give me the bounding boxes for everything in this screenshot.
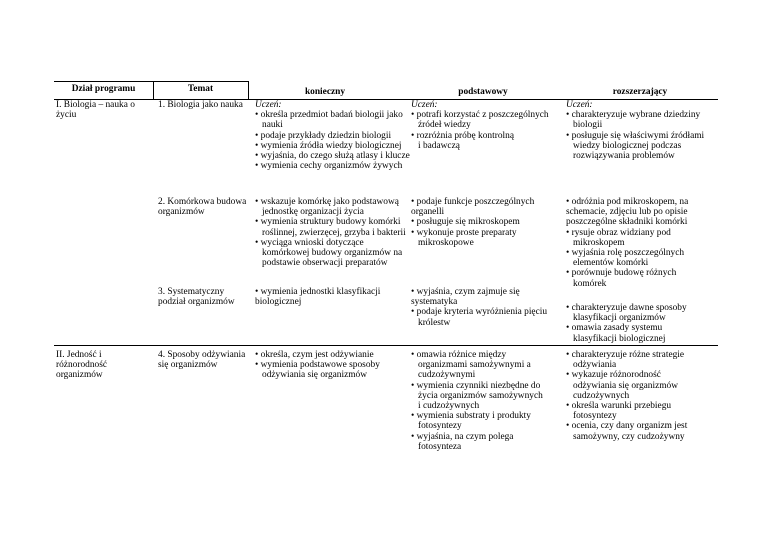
header-rozszerzajacy: rozszerzający xyxy=(612,87,668,97)
cell-line: wiedzy biologicznej podczas xyxy=(573,140,682,151)
cell-dzial-row-4 xyxy=(56,350,107,381)
cell-line: organizmów xyxy=(158,207,205,218)
cell-line: • wymienia czynniki niezbędne do xyxy=(411,380,541,391)
cell-line: 1. Biologia jako nauka xyxy=(158,100,243,110)
cell-line: samożywny, czy cudzożywny xyxy=(573,431,685,442)
cell-line: źródeł wiedzy xyxy=(418,120,471,131)
header-podstawowy: podstawowy xyxy=(458,87,508,97)
cell-line: • wymienia substraty i produkty xyxy=(411,411,531,422)
cell-line: podstawie obserwacji preparatów xyxy=(262,258,388,269)
cell-line: podział organizmów xyxy=(158,297,235,308)
cell-line: 4. Sposoby odżywiania xyxy=(158,350,246,360)
cell-line: I. Biologia – nauka o xyxy=(56,100,135,110)
cell-line: • wymienia cechy organizmów żywych xyxy=(255,161,403,172)
cell-podstawowy-row-3 xyxy=(411,287,547,328)
cell-line: 2. Komórkowa budowa xyxy=(158,197,247,207)
cell-line: • wskazuje komórkę jako podstawową xyxy=(255,197,399,207)
cell-line: życia organizmów samożywnych xyxy=(418,390,543,401)
cell-konieczny-row-4 xyxy=(255,350,380,381)
cell-line: • posługuje się właściwymi źródłami xyxy=(566,130,705,141)
cell-line: komórkowej budowy organizmów na xyxy=(262,248,403,259)
header-dzial-programu: Dział programu xyxy=(71,84,136,94)
cell-temat-row-3 xyxy=(158,287,235,307)
cell-line: • podaje kryteria wyróżnienia pięciu xyxy=(411,307,548,318)
cell-line: i badawczą xyxy=(418,140,460,151)
cell-line: • podaje przykłady dziedzin biologii xyxy=(255,130,392,141)
cell-line: się organizmów xyxy=(158,360,218,371)
cell-line: klasyfikacji organizmów xyxy=(573,313,666,324)
cell-line: jednostkę organizacji życia xyxy=(262,207,364,218)
cell-line: rozwiązywania problemów xyxy=(573,151,675,162)
cell-line: i cudzożywnych xyxy=(418,401,480,412)
cell-line: • wymienia źródła wiedzy biologicznej xyxy=(255,140,402,151)
cell-line: • wymienia jednostki klasyfikacji xyxy=(255,287,381,297)
cell-line: • charakteryzuje wybrane dziedziny xyxy=(566,110,701,121)
cell-line: organizmami samożywnymi a xyxy=(418,360,531,371)
cell-line: fotosyntezy xyxy=(573,411,617,422)
cell-line: • rysuje obraz widziany pod xyxy=(566,227,671,238)
cell-line: • podaje funkcje poszczególnych xyxy=(411,197,535,207)
cell-line: roślinnej, zwierzęcej, grzyba i bakterii xyxy=(262,227,406,238)
cell-line: • potrafi korzystać z poszczególnych xyxy=(411,110,549,121)
cell-line: odżywiania xyxy=(573,360,617,371)
cell-dzial-row-1 xyxy=(56,100,135,120)
cell-line: nauki xyxy=(262,120,283,131)
cell-line: • wyciąga wnioski dotyczące xyxy=(255,237,364,248)
cell-line: życiu xyxy=(56,110,77,121)
cell-line: • wyjaśnia rolę poszczególnych xyxy=(566,248,685,259)
cell-line: Uczeń: xyxy=(255,100,282,110)
cell-rozszerzajacy-row-3 xyxy=(566,303,687,344)
cell-line: • charakteryzuje dawne sposoby xyxy=(566,303,687,313)
cell-line: • wyjaśnia, do czego służą atlasy i klucze xyxy=(255,151,410,162)
cell-konieczny-row-2 xyxy=(255,197,406,268)
cell-line: cudzożywnymi xyxy=(418,370,476,381)
cell-line: • odróżnia pod mikroskopem, na xyxy=(566,197,689,207)
cell-line: organelli xyxy=(411,207,445,218)
cell-line: Uczeń: xyxy=(566,100,593,110)
cell-line: • określa przedmiot badań biologii jako xyxy=(255,110,403,121)
cell-line: mikroskopowe xyxy=(418,237,474,248)
cell-line: biologii xyxy=(573,120,603,131)
header-konieczny: konieczny xyxy=(304,87,346,97)
cell-line: • określa, czym jest odżywianie xyxy=(255,350,374,360)
cell-line: odżywiania się organizmów xyxy=(262,370,368,381)
cell-line: • porównuje budowę różnych xyxy=(566,268,677,279)
cell-line: poszczególne składniki komórki xyxy=(566,217,688,228)
cell-podstawowy-row-1 xyxy=(411,100,549,151)
cell-podstawowy-row-4 xyxy=(411,350,543,452)
cell-line: fotosynteza xyxy=(418,441,462,452)
table-top-border xyxy=(54,81,248,82)
cell-line: • rozróżnia próbę kontrolną xyxy=(411,130,514,141)
cell-temat-row-1 xyxy=(158,100,243,110)
cell-line: komórek xyxy=(573,278,607,289)
cell-line: • omawia zasady systemu xyxy=(566,323,663,334)
cell-konieczny-row-1 xyxy=(255,100,410,171)
cell-line: biologicznej xyxy=(255,297,302,308)
cell-line: 3. Systematyczny xyxy=(158,287,225,297)
cell-line: fotosyntezy xyxy=(418,421,462,432)
cell-line: • wymienia podstawowe sposoby xyxy=(255,360,380,371)
cell-line: • posługuje się mikroskopem xyxy=(411,217,520,228)
cell-konieczny-row-3 xyxy=(255,287,380,307)
cell-line: klasyfikacji biologicznej xyxy=(573,333,666,344)
cell-line: systematyka xyxy=(411,297,458,308)
cell-line: różnorodność xyxy=(56,360,108,371)
cell-line: organizmów xyxy=(56,370,103,381)
cell-line: • wyjaśnia, czym zajmuje się xyxy=(411,287,520,297)
cell-podstawowy-row-2 xyxy=(411,197,534,248)
header-temat: Temat xyxy=(187,84,214,94)
cell-line: • omawia różnice między xyxy=(411,350,507,360)
cell-rozszerzajacy-row-4 xyxy=(566,350,687,442)
cell-line: Uczeń: xyxy=(411,100,438,110)
cell-rozszerzajacy-row-1 xyxy=(566,100,704,161)
cell-line: • wykazuje różnorodność xyxy=(566,370,661,381)
cell-line: • wyjaśnia, na czym polega xyxy=(411,431,514,442)
cell-rozszerzajacy-row-2 xyxy=(566,197,688,289)
cell-line: odżywiania się organizmów xyxy=(573,380,679,391)
cell-line: • wykonuje proste preparaty xyxy=(411,227,517,238)
cell-line: II. Jedność i xyxy=(56,350,102,360)
cell-temat-row-2 xyxy=(158,197,246,217)
cell-temat-row-4 xyxy=(158,350,245,370)
cell-line: • wymienia struktury budowy komórki xyxy=(255,217,401,228)
column-border-left xyxy=(54,81,55,82)
cell-line: • ocenia, czy dany organizm jest xyxy=(566,421,688,432)
cell-line: schemacie, zdjęciu lub po opisie xyxy=(566,207,688,218)
row-divider-section xyxy=(54,345,718,346)
cell-line: • charakteryzuje różne strategie xyxy=(566,350,685,360)
cell-line: cudzożywnych xyxy=(573,390,630,401)
cell-line: elementów komórki xyxy=(573,258,649,269)
cell-line: • określa warunki przebiegu xyxy=(566,401,672,412)
cell-line: królestw xyxy=(418,317,451,328)
cell-line: mikroskopem xyxy=(573,237,625,248)
